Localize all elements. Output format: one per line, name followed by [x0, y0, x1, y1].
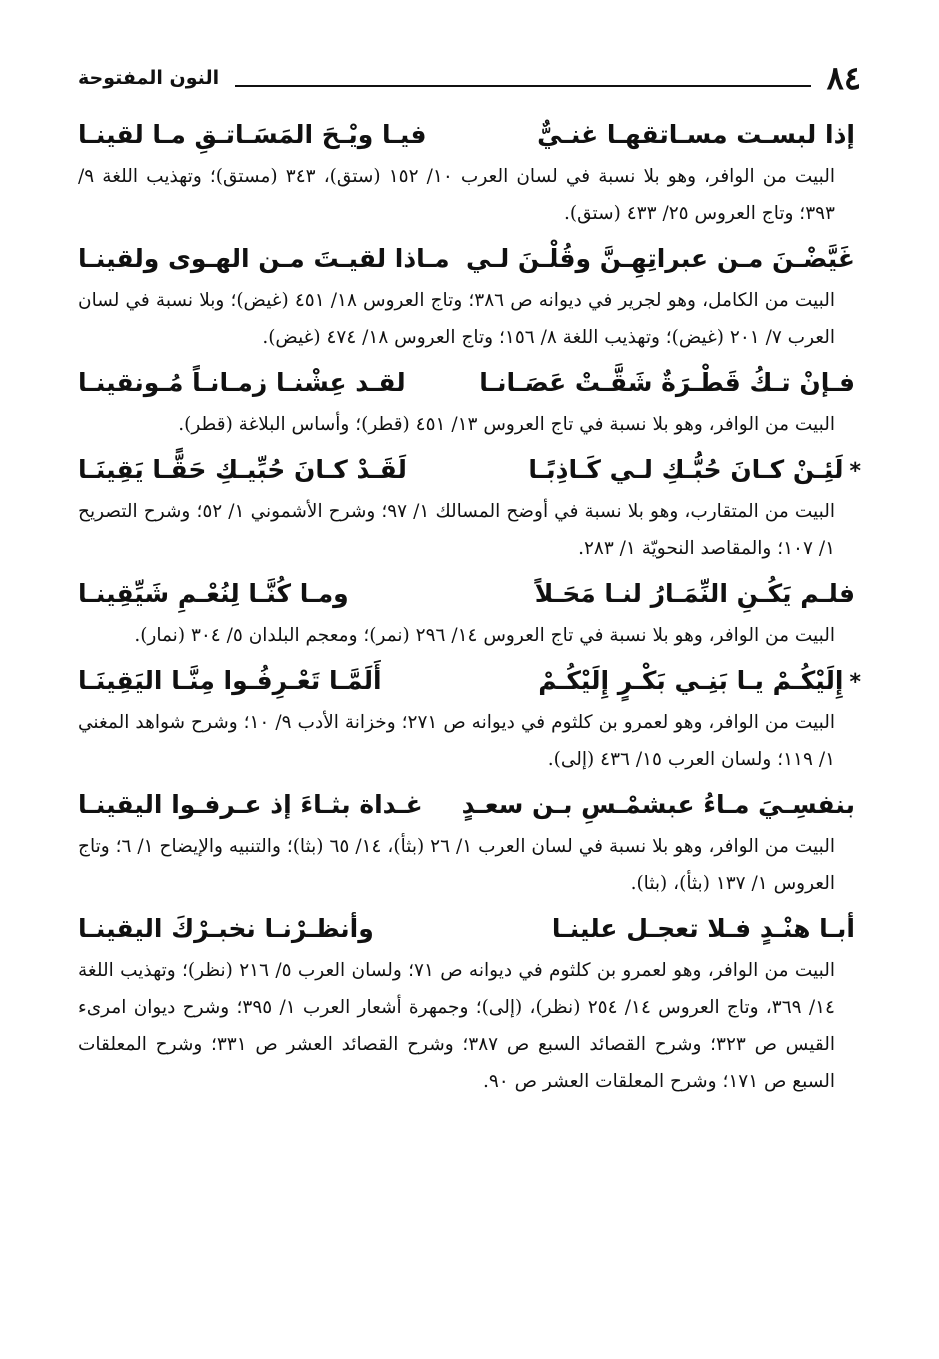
first-hemistich-text: إذا لبسـت مسـاتقهـا غنـيٌّ: [537, 120, 855, 149]
second-hemistich: لَقَـدْ كـانَ حُبِّيـكِ حَقًّـا يَقِينَـا: [78, 455, 407, 484]
verse-line: [78, 360, 861, 406]
section-title: النون المفتوحة: [78, 67, 220, 89]
verse-entry: [78, 571, 861, 654]
verse-note: البيت من الكامل، وهو لجرير في ديوانه ص ٣٨٦؛ وتاج العروس ١٨/ ٤٥١ (غيض)؛ وبلا نسبة في لسان العرب ٧/ ٢٠١ (غيض)؛ وتهذيب اللغة ٨/ ١٥٦؛ وتاج العروس ١٨/ ٤٧٤ (غيض).: [78, 290, 835, 348]
verse-entry: [78, 782, 861, 902]
second-hemistich: وأنظـرْنـا نخبـرْكَ اليقينـا: [78, 914, 374, 943]
first-hemistich-text: بنفسِـيَ مـاءُ عبشمْـسِ بـن سعـدٍ: [461, 790, 855, 819]
star-marker: *: [849, 670, 861, 695]
star-marker: *: [849, 459, 861, 484]
second-hemistich: ومـا كُنَّـا لِنُعْـمِ شَيِّقِينـا: [78, 579, 349, 608]
second-hemistich: فيـا ويْـحَ المَسَـاتـقِ مـا لقينـا: [78, 120, 427, 149]
first-hemistich-text: غَيَّضْـنَ مـن عبراتِهِـنَّ وقُلْـنَ لـي: [465, 244, 855, 273]
second-hemistich: لقـد عِشْنـا زمـانـاً مُـونقينـا: [78, 368, 406, 397]
first-hemistich-text: فـإنْ تـكُ قَطْـرَةٌ شَقَّـتْ عَصَـانـا: [479, 368, 855, 397]
first-hemistich: [479, 360, 861, 406]
verse-line: [78, 447, 861, 493]
verse-entry: [78, 906, 861, 1100]
verse-line: [78, 236, 861, 282]
first-hemistich-text: فلـم يَكُـنِ النِّمَـارُ لنـا مَحَـلاً: [534, 579, 855, 608]
first-hemistich-text: أبـا هنْـدٍ فـلا تعجـل علينـا: [551, 914, 855, 943]
first-hemistich: [552, 906, 861, 952]
verse-entry: [78, 658, 861, 778]
second-hemistich: أَلَمَّـا تَعْـرِفُـوا مِنَّـا اليَقِينَـا: [78, 666, 382, 695]
verse-entry: [78, 360, 861, 443]
verse-line: [78, 571, 861, 617]
verse-line: [78, 112, 861, 158]
first-hemistich: [538, 658, 861, 704]
second-hemistich: غـداة بثـاءَ إذ عـرفـوا اليقينـا: [78, 790, 423, 819]
first-hemistich: [462, 782, 861, 828]
first-hemistich-text: لَئِـنْ كـانَ حُبُّـكِ لـي كَـاذِبًـا: [528, 455, 844, 484]
verse-note: البيت من الوافر، وهو بلا نسبة في لسان العرب ١٠/ ١٥٢ (ستق)، ٣٤٣ (مستق)؛ وتهذيب اللغة ٩/ ٣٩٣؛ وتاج العروس ٢٥/ ٤٣٣ (ستق).: [78, 166, 835, 224]
page-number: ٨٤: [826, 59, 861, 97]
verse-entry: [78, 236, 861, 356]
second-hemistich: مـاذا لقيـتَ مـن الهـوى ولقينـا: [78, 244, 450, 273]
verse-note: البيت من الوافر، وهو لعمرو بن كلثوم في ديوانه ص ٢٧١؛ وخزانة الأدب ٩/ ١٠؛ وشرح شواهد المغني ١/ ١١٩؛ ولسان العرب ١٥/ ٤٣٦ (إلى).: [78, 712, 836, 770]
verse-line: [78, 782, 861, 828]
first-hemistich-text: إِلَيْكُـمْ يـا بَنِـي بَكْـرٍ إِلَيْكُـمْ: [538, 666, 844, 695]
first-hemistich: [528, 447, 861, 493]
first-hemistich: [535, 571, 861, 617]
verse-note: البيت من المتقارب، وهو بلا نسبة في أوضح المسالك ١/ ٩٧؛ وشرح الأشموني ١/ ٥٢؛ وشرح التصريح ١/ ١٠٧؛ والمقاصد النحويّة ١/ ٢٨٣.: [78, 501, 835, 559]
header-rule: [235, 85, 811, 87]
verse-entry: [78, 112, 861, 232]
page-body: [78, 112, 861, 1104]
verse-line: [78, 906, 861, 952]
page-header: [78, 58, 861, 98]
verse-note: البيت من الوافر، وهو بلا نسبة في لسان العرب ١/ ٢٦ (بثأ)، ١٤/ ٦٥ (بثا)؛ والتنبيه والإيضاح ١/ ٦؛ وتاج العروس ١/ ١٣٧ (بثأ)، (بثا).: [78, 836, 835, 894]
verse-note: البيت من الوافر، وهو بلا نسبة في تاج العروس ١٣/ ٤٥١ (قطر)؛ وأساس البلاغة (قطر).: [178, 414, 835, 435]
verse-note: البيت من الوافر، وهو بلا نسبة في تاج العروس ١٤/ ٢٩٦ (نمر)؛ ومعجم البلدان ٥/ ٣٠٤ (نمار).: [134, 625, 835, 646]
first-hemistich: [537, 112, 861, 158]
verse-entry: [78, 447, 861, 567]
verse-line: [78, 658, 861, 704]
first-hemistich: [466, 236, 861, 282]
verse-note: البيت من الوافر، وهو لعمرو بن كلثوم في ديوانه ص ٧١؛ ولسان العرب ٥/ ٢١٦ (نظر)؛ وتهذيب اللغة ١٤/ ٣٦٩، وتاج العروس ١٤/ ٢٥٤ (نظر)، (إلى)؛ وجمهرة أشعار العرب ١/ ٣٩٥؛ وشرح ديوان امرىء القيس ص ٣٢٣؛ وشرح القصائد السبع ص ٣٨٧؛ وشرح القصائد العشر ص ٣٣١؛ وشرح المعلقات السبع ص ١٧١؛ وشرح المعلقات العشر ص ٩٠.: [78, 960, 835, 1092]
